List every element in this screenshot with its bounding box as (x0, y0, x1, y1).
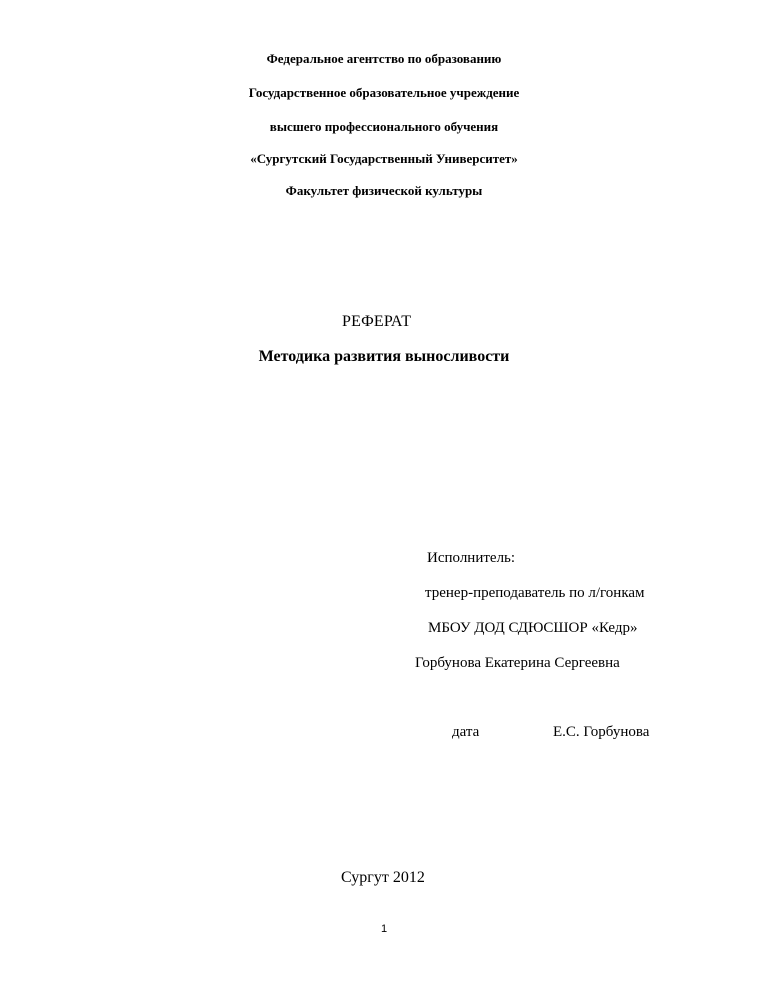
header-university-name: «Сургутский Государственный Университет» (250, 151, 518, 166)
header-institution-type: Государственное образовательное учреждение (248, 85, 520, 100)
header-agency: Федеральное агентство по образованию (266, 51, 502, 66)
executor-name: Горбунова Екатерина Сергеевна (415, 655, 620, 671)
header-faculty: Факультет физической культуры (285, 183, 483, 198)
signature-short-name: Е.С. Горбунова (553, 724, 650, 740)
document-type: РЕФЕРАТ (342, 313, 412, 330)
executor-organization: МБОУ ДОД СДЮСШОР «Кедр» (428, 620, 638, 636)
page-number: 1 (380, 923, 388, 935)
document-title: Методика развития выносливости (258, 348, 510, 365)
signature-date-label: дата (452, 724, 480, 740)
executor-label: Исполнитель: (427, 550, 516, 566)
executor-position: тренер-преподаватель по л/гонкам (425, 585, 645, 601)
city-year: Сургут 2012 (341, 869, 425, 886)
header-education-level: высшего профессионального обучения (269, 119, 499, 134)
